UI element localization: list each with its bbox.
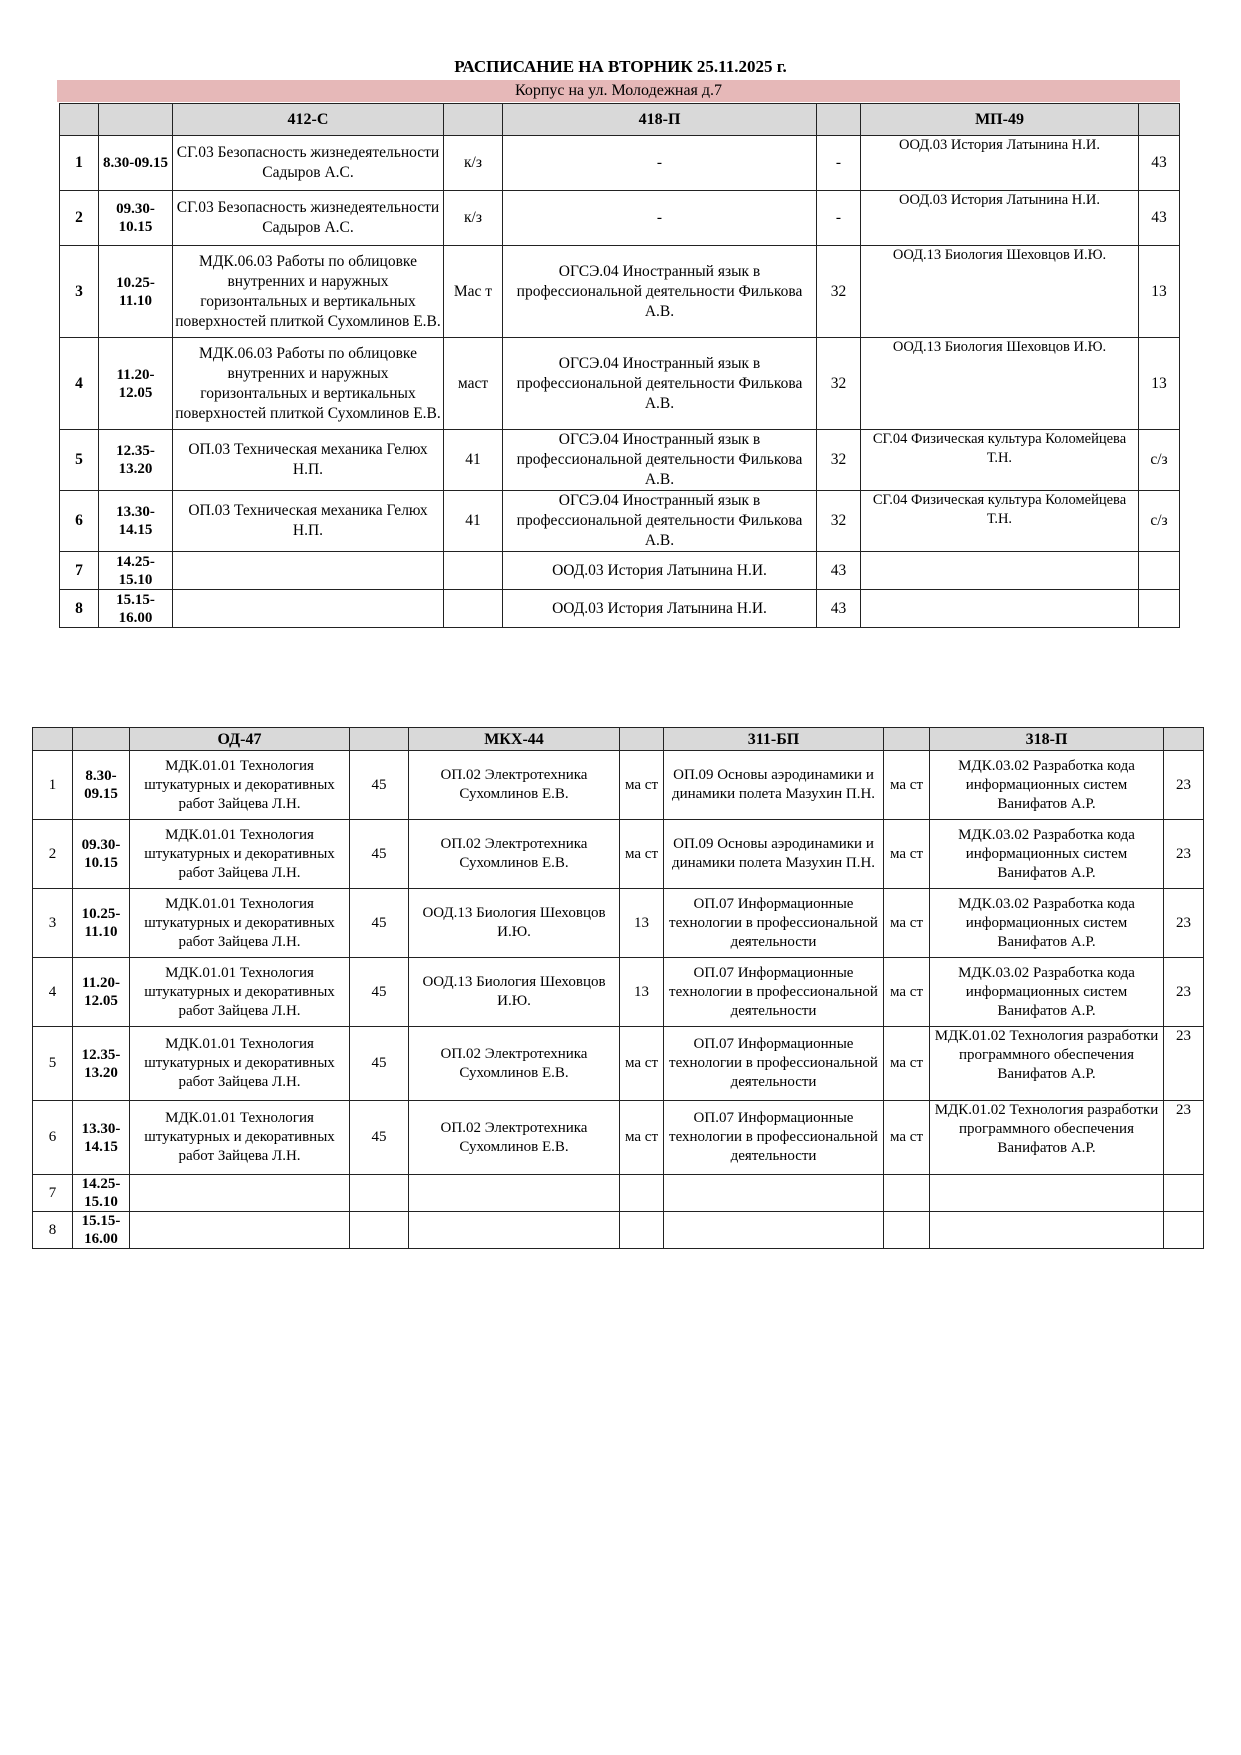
lesson-time: 14.25-15.10 [99, 552, 173, 590]
table-header-row [33, 728, 1204, 751]
room-cell: 32 [817, 491, 861, 552]
header-blank [817, 104, 861, 136]
room-cell: 41 [444, 491, 503, 552]
lesson-number: 3 [60, 246, 99, 338]
room-cell: 45 [350, 958, 409, 1027]
room-cell: 43 [1139, 136, 1180, 191]
building-banner: Корпус на ул. Молодежная д.7 [57, 80, 1180, 102]
room-cell: - [817, 136, 861, 191]
lesson-number: 6 [33, 1101, 73, 1175]
header-blank [1164, 728, 1204, 751]
subject-cell: МДК.03.02 Разработка кода информационных систем Ванифатов А.Р. [930, 889, 1164, 958]
subject-cell: МДК.01.02 Технология разработки программного обеспечения Ванифатов А.Р. [930, 1027, 1164, 1101]
subject-cell: ОП.03 Техническая механика Гелюх Н.П. [173, 430, 444, 491]
room-cell: к/з [444, 136, 503, 191]
room-cell [350, 1212, 409, 1249]
subject-cell: ООД.03 История Латынина Н.И. [861, 191, 1139, 246]
room-cell [444, 552, 503, 590]
subject-cell: ООД.13 Биология Шеховцов И.Ю. [861, 338, 1139, 430]
table-row [33, 820, 1204, 889]
room-cell: ма ст [884, 958, 930, 1027]
schedule-table-2 [32, 727, 1204, 1249]
header-blank [60, 104, 99, 136]
lesson-number: 7 [33, 1175, 73, 1212]
room-cell: 23 [1164, 958, 1204, 1027]
subject-cell: ОП.02 Электротехника Сухомлинов Е.В. [409, 1101, 620, 1175]
lesson-number: 2 [60, 191, 99, 246]
header-blank [1139, 104, 1180, 136]
subject-cell: МДК.01.01 Технология штукатурных и декоративных работ Зайцева Л.Н. [130, 889, 350, 958]
subject-cell: ОП.09 Основы аэродинамики и динамики полета Мазухин П.Н. [664, 751, 884, 820]
table-row [33, 751, 1204, 820]
subject-cell: ОП.07 Информационные технологии в профессиональной деятельности [664, 1027, 884, 1101]
group-header: МП-49 [861, 104, 1139, 136]
subject-cell: СГ.04 Физическая культура Коломейцева Т.Н. [861, 491, 1139, 552]
room-cell: 43 [817, 552, 861, 590]
lesson-number: 8 [60, 590, 99, 628]
room-cell: 45 [350, 820, 409, 889]
room-cell: 45 [350, 1101, 409, 1175]
room-cell: 23 [1164, 889, 1204, 958]
subject-cell [409, 1212, 620, 1249]
room-cell: 13 [620, 889, 664, 958]
group-header: МКХ-44 [409, 728, 620, 751]
table-row [33, 1101, 1204, 1175]
room-cell: 23 [1164, 1101, 1204, 1175]
lesson-number: 8 [33, 1212, 73, 1249]
room-cell: ма ст [620, 820, 664, 889]
room-cell: 13 [620, 958, 664, 1027]
subject-cell: СГ.04 Физическая культура Коломейцева Т.Н. [861, 430, 1139, 491]
subject-cell: МДК.01.01 Технология штукатурных и декоративных работ Зайцева Л.Н. [130, 958, 350, 1027]
lesson-time: 8.30-09.15 [73, 751, 130, 820]
lesson-number: 4 [60, 338, 99, 430]
subject-cell: МДК.06.03 Работы по облицовке внутренних и наружных горизонтальных и вертикальных поверхностей плиткой Сухомлинов Е.В. [173, 338, 444, 430]
lesson-number: 1 [60, 136, 99, 191]
table-row [60, 246, 1180, 338]
subject-cell: ОП.07 Информационные технологии в профессиональной деятельности [664, 958, 884, 1027]
room-cell: 13 [1139, 246, 1180, 338]
table-row [33, 1027, 1204, 1101]
subject-cell: СГ.03 Безопасность жизнедеятельности Садыров А.С. [173, 191, 444, 246]
lesson-time: 15.15-16.00 [73, 1212, 130, 1249]
header-blank [33, 728, 73, 751]
room-cell: - [817, 191, 861, 246]
room-cell: 43 [1139, 191, 1180, 246]
subject-cell: ОП.02 Электротехника Сухомлинов Е.В. [409, 1027, 620, 1101]
group-header: 418-П [503, 104, 817, 136]
group-header: 412-С [173, 104, 444, 136]
lesson-time: 12.35-13.20 [73, 1027, 130, 1101]
room-cell: 45 [350, 889, 409, 958]
room-cell: с/з [1139, 430, 1180, 491]
table-row [33, 1212, 1204, 1249]
subject-cell [861, 590, 1139, 628]
subject-cell: ОГСЭ.04 Иностранный язык в профессиональной деятельности Филькова А.В. [503, 430, 817, 491]
subject-cell: ОП.03 Техническая механика Гелюх Н.П. [173, 491, 444, 552]
subject-cell: ОГСЭ.04 Иностранный язык в профессиональной деятельности Филькова А.В. [503, 246, 817, 338]
table-row [60, 191, 1180, 246]
subject-cell: ОП.07 Информационные технологии в профессиональной деятельности [664, 1101, 884, 1175]
room-cell: ма ст [620, 1101, 664, 1175]
room-cell: 32 [817, 246, 861, 338]
subject-cell: МДК.01.01 Технология штукатурных и декоративных работ Зайцева Л.Н. [130, 820, 350, 889]
room-cell: ма ст [884, 751, 930, 820]
subject-cell [664, 1212, 884, 1249]
group-header: 318-П [930, 728, 1164, 751]
subject-cell [930, 1175, 1164, 1212]
lesson-time: 10.25-11.10 [73, 889, 130, 958]
lesson-time: 12.35-13.20 [99, 430, 173, 491]
subject-cell: МДК.01.01 Технология штукатурных и декоративных работ Зайцева Л.Н. [130, 1027, 350, 1101]
table-row [60, 590, 1180, 628]
room-cell: маст [444, 338, 503, 430]
room-cell: 32 [817, 338, 861, 430]
subject-cell: ОП.02 Электротехника Сухомлинов Е.В. [409, 820, 620, 889]
subject-cell: ООД.03 История Латынина Н.И. [503, 552, 817, 590]
room-cell: ма ст [620, 1027, 664, 1101]
subject-cell [664, 1175, 884, 1212]
room-cell: ма ст [884, 1027, 930, 1101]
header-blank [444, 104, 503, 136]
subject-cell: МДК.03.02 Разработка кода информационных систем Ванифатов А.Р. [930, 820, 1164, 889]
header-blank [350, 728, 409, 751]
lesson-number: 4 [33, 958, 73, 1027]
lesson-number: 2 [33, 820, 73, 889]
subject-cell: МДК.01.02 Технология разработки программного обеспечения Ванифатов А.Р. [930, 1101, 1164, 1175]
schedule-table-1 [59, 103, 1180, 628]
lesson-number: 3 [33, 889, 73, 958]
table-row [33, 889, 1204, 958]
room-cell: 23 [1164, 1027, 1204, 1101]
subject-cell: ООД.13 Биология Шеховцов И.Ю. [409, 889, 620, 958]
header-blank [620, 728, 664, 751]
lesson-number: 6 [60, 491, 99, 552]
room-cell: ма ст [884, 889, 930, 958]
room-cell [350, 1175, 409, 1212]
group-header: 311-БП [664, 728, 884, 751]
room-cell: 43 [817, 590, 861, 628]
table-row [60, 136, 1180, 191]
table-row [33, 1175, 1204, 1212]
subject-cell: ОП.02 Электротехника Сухомлинов Е.В. [409, 751, 620, 820]
subject-cell [130, 1212, 350, 1249]
subject-cell [173, 590, 444, 628]
subject-cell: ООД.03 История Латынина Н.И. [861, 136, 1139, 191]
subject-cell: ООД.13 Биология Шеховцов И.Ю. [409, 958, 620, 1027]
lesson-time: 13.30-14.15 [99, 491, 173, 552]
lesson-time: 8.30-09.15 [99, 136, 173, 191]
lesson-time: 14.25-15.10 [73, 1175, 130, 1212]
table-row [60, 552, 1180, 590]
lesson-time: 11.20-12.05 [99, 338, 173, 430]
room-cell: с/з [1139, 491, 1180, 552]
subject-cell: МДК.03.02 Разработка кода информационных систем Ванифатов А.Р. [930, 751, 1164, 820]
header-blank [99, 104, 173, 136]
group-header: ОД-47 [130, 728, 350, 751]
header-blank [884, 728, 930, 751]
subject-cell: - [503, 191, 817, 246]
subject-cell [409, 1175, 620, 1212]
room-cell: 23 [1164, 820, 1204, 889]
subject-cell [930, 1212, 1164, 1249]
room-cell [884, 1175, 930, 1212]
lesson-time: 11.20-12.05 [73, 958, 130, 1027]
subject-cell [861, 552, 1139, 590]
room-cell [620, 1212, 664, 1249]
table-header-row [60, 104, 1180, 136]
subject-cell: МДК.01.01 Технология штукатурных и декоративных работ Зайцева Л.Н. [130, 751, 350, 820]
room-cell [1164, 1212, 1204, 1249]
lesson-number: 7 [60, 552, 99, 590]
room-cell [1164, 1175, 1204, 1212]
lesson-time: 10.25-11.10 [99, 246, 173, 338]
page-title: РАСПИСАНИЕ НА ВТОРНИК 25.11.2025 г. [454, 57, 787, 76]
room-cell: ма ст [884, 820, 930, 889]
subject-cell: ОП.09 Основы аэродинамики и динамики полета Мазухин П.Н. [664, 820, 884, 889]
room-cell [1139, 552, 1180, 590]
subject-cell: ОГСЭ.04 Иностранный язык в профессиональной деятельности Филькова А.В. [503, 491, 817, 552]
subject-cell: МДК.03.02 Разработка кода информационных систем Ванифатов А.Р. [930, 958, 1164, 1027]
lesson-number: 1 [33, 751, 73, 820]
table-row [60, 430, 1180, 491]
room-cell: 41 [444, 430, 503, 491]
table-row [60, 491, 1180, 552]
room-cell: 32 [817, 430, 861, 491]
table-row [33, 958, 1204, 1027]
room-cell: к/з [444, 191, 503, 246]
lesson-time: 09.30-10.15 [73, 820, 130, 889]
room-cell: ма ст [620, 751, 664, 820]
room-cell [884, 1212, 930, 1249]
subject-cell: МДК.01.01 Технология штукатурных и декоративных работ Зайцева Л.Н. [130, 1101, 350, 1175]
subject-cell: СГ.03 Безопасность жизнедеятельности Садыров А.С. [173, 136, 444, 191]
subject-cell: ОГСЭ.04 Иностранный язык в профессиональной деятельности Филькова А.В. [503, 338, 817, 430]
subject-cell: ООД.13 Биология Шеховцов И.Ю. [861, 246, 1139, 338]
subject-cell: - [503, 136, 817, 191]
lesson-time: 15.15-16.00 [99, 590, 173, 628]
subject-cell: МДК.06.03 Работы по облицовке внутренних и наружных горизонтальных и вертикальных поверхностей плиткой Сухомлинов Е.В. [173, 246, 444, 338]
room-cell: Мас т [444, 246, 503, 338]
room-cell: 45 [350, 751, 409, 820]
room-cell [444, 590, 503, 628]
room-cell: 45 [350, 1027, 409, 1101]
subject-cell [173, 552, 444, 590]
room-cell [620, 1175, 664, 1212]
room-cell: 13 [1139, 338, 1180, 430]
lesson-time: 09.30-10.15 [99, 191, 173, 246]
subject-cell [130, 1175, 350, 1212]
table-row [60, 338, 1180, 430]
lesson-number: 5 [60, 430, 99, 491]
subject-cell: ООД.03 История Латынина Н.И. [503, 590, 817, 628]
lesson-number: 5 [33, 1027, 73, 1101]
room-cell: 23 [1164, 751, 1204, 820]
lesson-time: 13.30-14.15 [73, 1101, 130, 1175]
room-cell [1139, 590, 1180, 628]
room-cell: ма ст [884, 1101, 930, 1175]
subject-cell: ОП.07 Информационные технологии в профессиональной деятельности [664, 889, 884, 958]
header-blank [73, 728, 130, 751]
